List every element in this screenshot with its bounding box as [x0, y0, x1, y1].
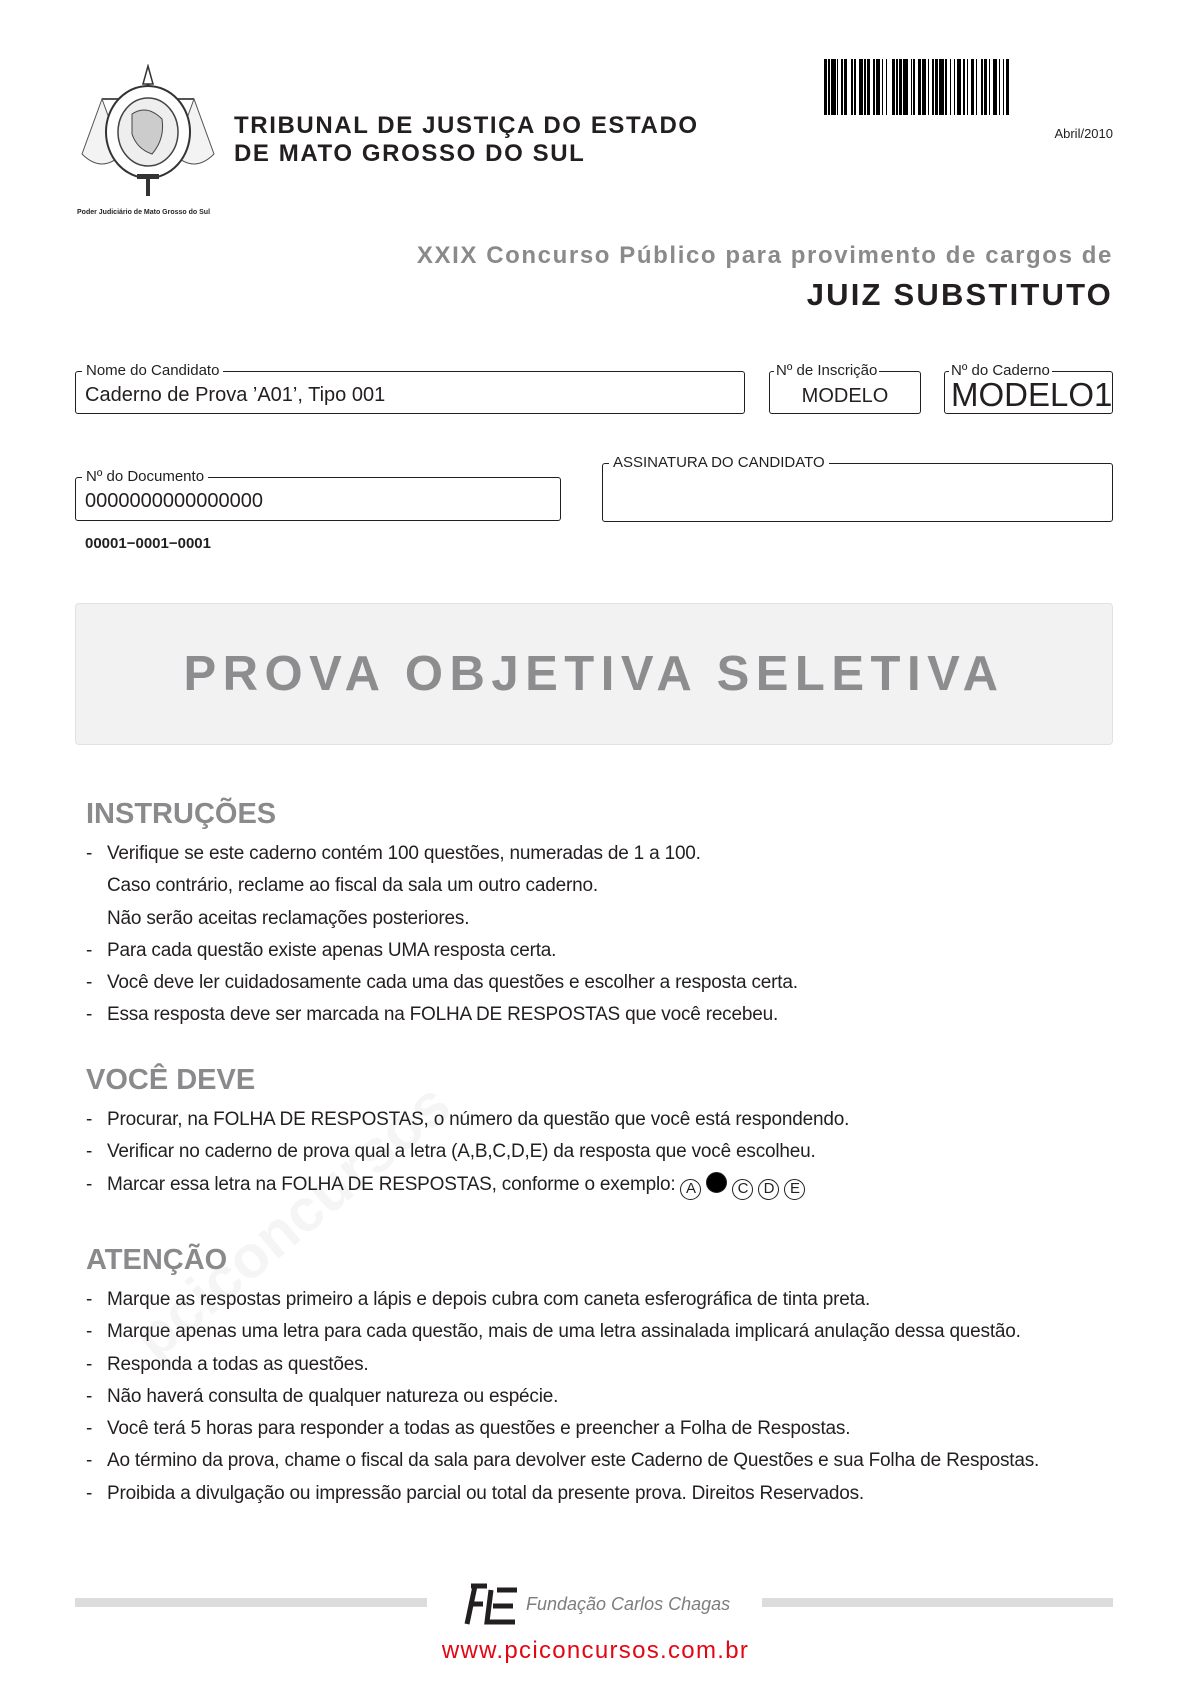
list-item	[86, 999, 1126, 1031]
list-item-text: Essa resposta deve ser marcada na FOLHA DE RESPOSTAS que você recebeu.	[107, 1004, 779, 1026]
bullet-dash: -	[86, 1321, 93, 1343]
bullet-dash: -	[86, 972, 93, 994]
organizer-name: Fundação Carlos Chagas	[526, 1594, 731, 1614]
list-item	[86, 1316, 1126, 1348]
booklet-code: 00001−0001−0001	[85, 535, 211, 552]
bullet-dash: -	[86, 1141, 93, 1163]
exam-type-banner	[75, 603, 1113, 745]
bullet-dash: -	[86, 1385, 93, 1407]
list-item	[86, 1136, 1126, 1168]
list-item	[86, 1381, 1126, 1413]
document-number-label: Nº do Documento	[82, 468, 208, 485]
list-item	[86, 1478, 1126, 1510]
list-item	[86, 967, 1126, 999]
footer-divider-left	[75, 1598, 427, 1607]
instructions-section	[86, 796, 1126, 1032]
booklet-number-value: MODELO1	[951, 376, 1113, 413]
bullet-dash: -	[86, 1109, 93, 1130]
document-number-value: 0000000000000000	[85, 490, 263, 512]
list-item	[86, 1349, 1126, 1381]
registration-label: Nº de Inscrição	[776, 362, 878, 379]
bullet-dash: -	[86, 1004, 93, 1026]
footer-divider-right	[762, 1598, 1113, 1607]
list-item	[86, 1413, 1126, 1445]
list-item	[86, 838, 1126, 870]
you-must-list	[86, 1104, 1126, 1201]
list-item	[86, 1445, 1126, 1477]
list-item	[86, 1169, 1126, 1201]
answer-bubble-c: C	[732, 1179, 753, 1200]
booklet-number-label: Nº do Caderno	[951, 362, 1050, 379]
list-item-text: Verifique se este caderno contém 100 questões, numeradas de 1 a 100.	[107, 843, 701, 864]
list-item-text: Proibida a divulgação ou impressão parcial ou total da presente prova. Direitos Reservados.	[107, 1482, 865, 1504]
candidate-name-field[interactable]	[75, 362, 745, 414]
barcode-bar	[1009, 59, 1013, 115]
registration-value: MODELO	[801, 385, 889, 407]
exam-type-title: PROVA OBJETIVA SELETIVA	[183, 647, 1005, 701]
list-item-text: Não haverá consulta de qualquer natureza ou espécie.	[107, 1385, 559, 1407]
attention-list	[86, 1284, 1126, 1510]
bullet-dash: -	[86, 1482, 93, 1504]
answer-bubble-a: A	[680, 1179, 701, 1200]
barcode	[824, 59, 1114, 115]
signature-label: ASSINATURA DO CANDIDATO	[609, 454, 829, 471]
list-item-text: Ao término da prova, chame o fiscal da sala para devolver este Caderno de Questões e sua Folha de Respostas.	[107, 1450, 1040, 1472]
list-item-text: Marque apenas uma letra para cada questão, mais de uma letra assinalada implicará anulação dessa questão.	[107, 1321, 1021, 1343]
list-item	[86, 903, 1126, 935]
list-item-text: Para cada questão existe apenas UMA resposta certa.	[107, 939, 557, 961]
seal-icon	[77, 64, 220, 202]
bullet-dash: -	[86, 1418, 93, 1440]
bullet-dash: -	[86, 939, 93, 961]
instructions-heading: INSTRUÇÕES	[86, 798, 277, 830]
list-item	[86, 870, 1126, 902]
list-item-text: Marque as respostas primeiro a lápis e depois cubra com caneta esferográfica de tinta preta.	[107, 1289, 871, 1310]
answer-bubble-d: D	[758, 1179, 779, 1200]
list-item	[86, 1284, 1126, 1316]
fcc-logo-icon	[463, 1582, 519, 1631]
answer-bubble-b	[706, 1172, 727, 1193]
court-seal-logo	[77, 64, 220, 214]
bullet-dash: -	[86, 843, 93, 864]
document-number-field[interactable]	[75, 468, 561, 521]
instructions-list	[86, 838, 1126, 1032]
list-item-text: Você deve ler cuidadosamente cada uma das questões e escolher a resposta certa.	[107, 972, 798, 994]
candidate-name-value: Caderno de Prova ’A01’, Tipo 001	[85, 384, 386, 406]
attention-section	[86, 1242, 1126, 1510]
role-title: JUIZ SUBSTITUTO	[806, 277, 1113, 312]
bullet-dash: -	[86, 1353, 93, 1375]
bullet-dash: -	[86, 1450, 93, 1472]
candidate-name-label: Nome do Candidato	[82, 362, 223, 379]
website-link[interactable]: www.pciconcursos.com.br	[441, 1637, 750, 1664]
list-item	[86, 935, 1126, 967]
list-item-text: Caso contrário, reclame ao fiscal da sala um outro caderno.	[107, 875, 598, 897]
you-must-heading: VOCÊ DEVE	[86, 1064, 256, 1096]
bullet-dash: -	[86, 1173, 93, 1195]
institution-name	[234, 112, 699, 168]
exam-date: Abril/2010	[1054, 126, 1113, 141]
list-item-text: Procurar, na FOLHA DE RESPOSTAS, o número da questão que você está respondendo.	[107, 1109, 850, 1130]
list-item-text: Marcar essa letra na FOLHA DE RESPOSTAS, conforme o exemplo:	[107, 1173, 676, 1195]
signature-field[interactable]	[602, 454, 1113, 522]
answer-bubble-e: E	[784, 1179, 805, 1200]
list-item-text: Você terá 5 horas para responder a todas as questões e preencher a Folha de Respostas.	[107, 1418, 851, 1440]
you-must-section	[86, 1062, 1126, 1201]
institution-line-2: DE MATO GROSSO DO SUL	[234, 140, 586, 167]
list-item-text: Responda a todas as questões.	[107, 1353, 369, 1375]
attention-heading: ATENÇÃO	[86, 1244, 228, 1276]
list-item	[86, 1104, 1126, 1136]
contest-title: XXIX Concurso Público para provimento de cargos de	[416, 242, 1113, 269]
bullet-dash: -	[86, 1289, 93, 1310]
list-item-text: Verificar no caderno de prova qual a letra (A,B,C,D,E) da resposta que você escolheu.	[107, 1141, 816, 1163]
booklet-number-field[interactable]	[944, 362, 1113, 414]
seal-caption: Poder Judiciário de Mato Grosso do Sul	[77, 209, 211, 216]
registration-field[interactable]	[769, 362, 921, 414]
list-item-text: Não serão aceitas reclamações posteriores.	[107, 907, 470, 929]
institution-line-1: TRIBUNAL DE JUSTIÇA DO ESTADO	[234, 112, 699, 139]
